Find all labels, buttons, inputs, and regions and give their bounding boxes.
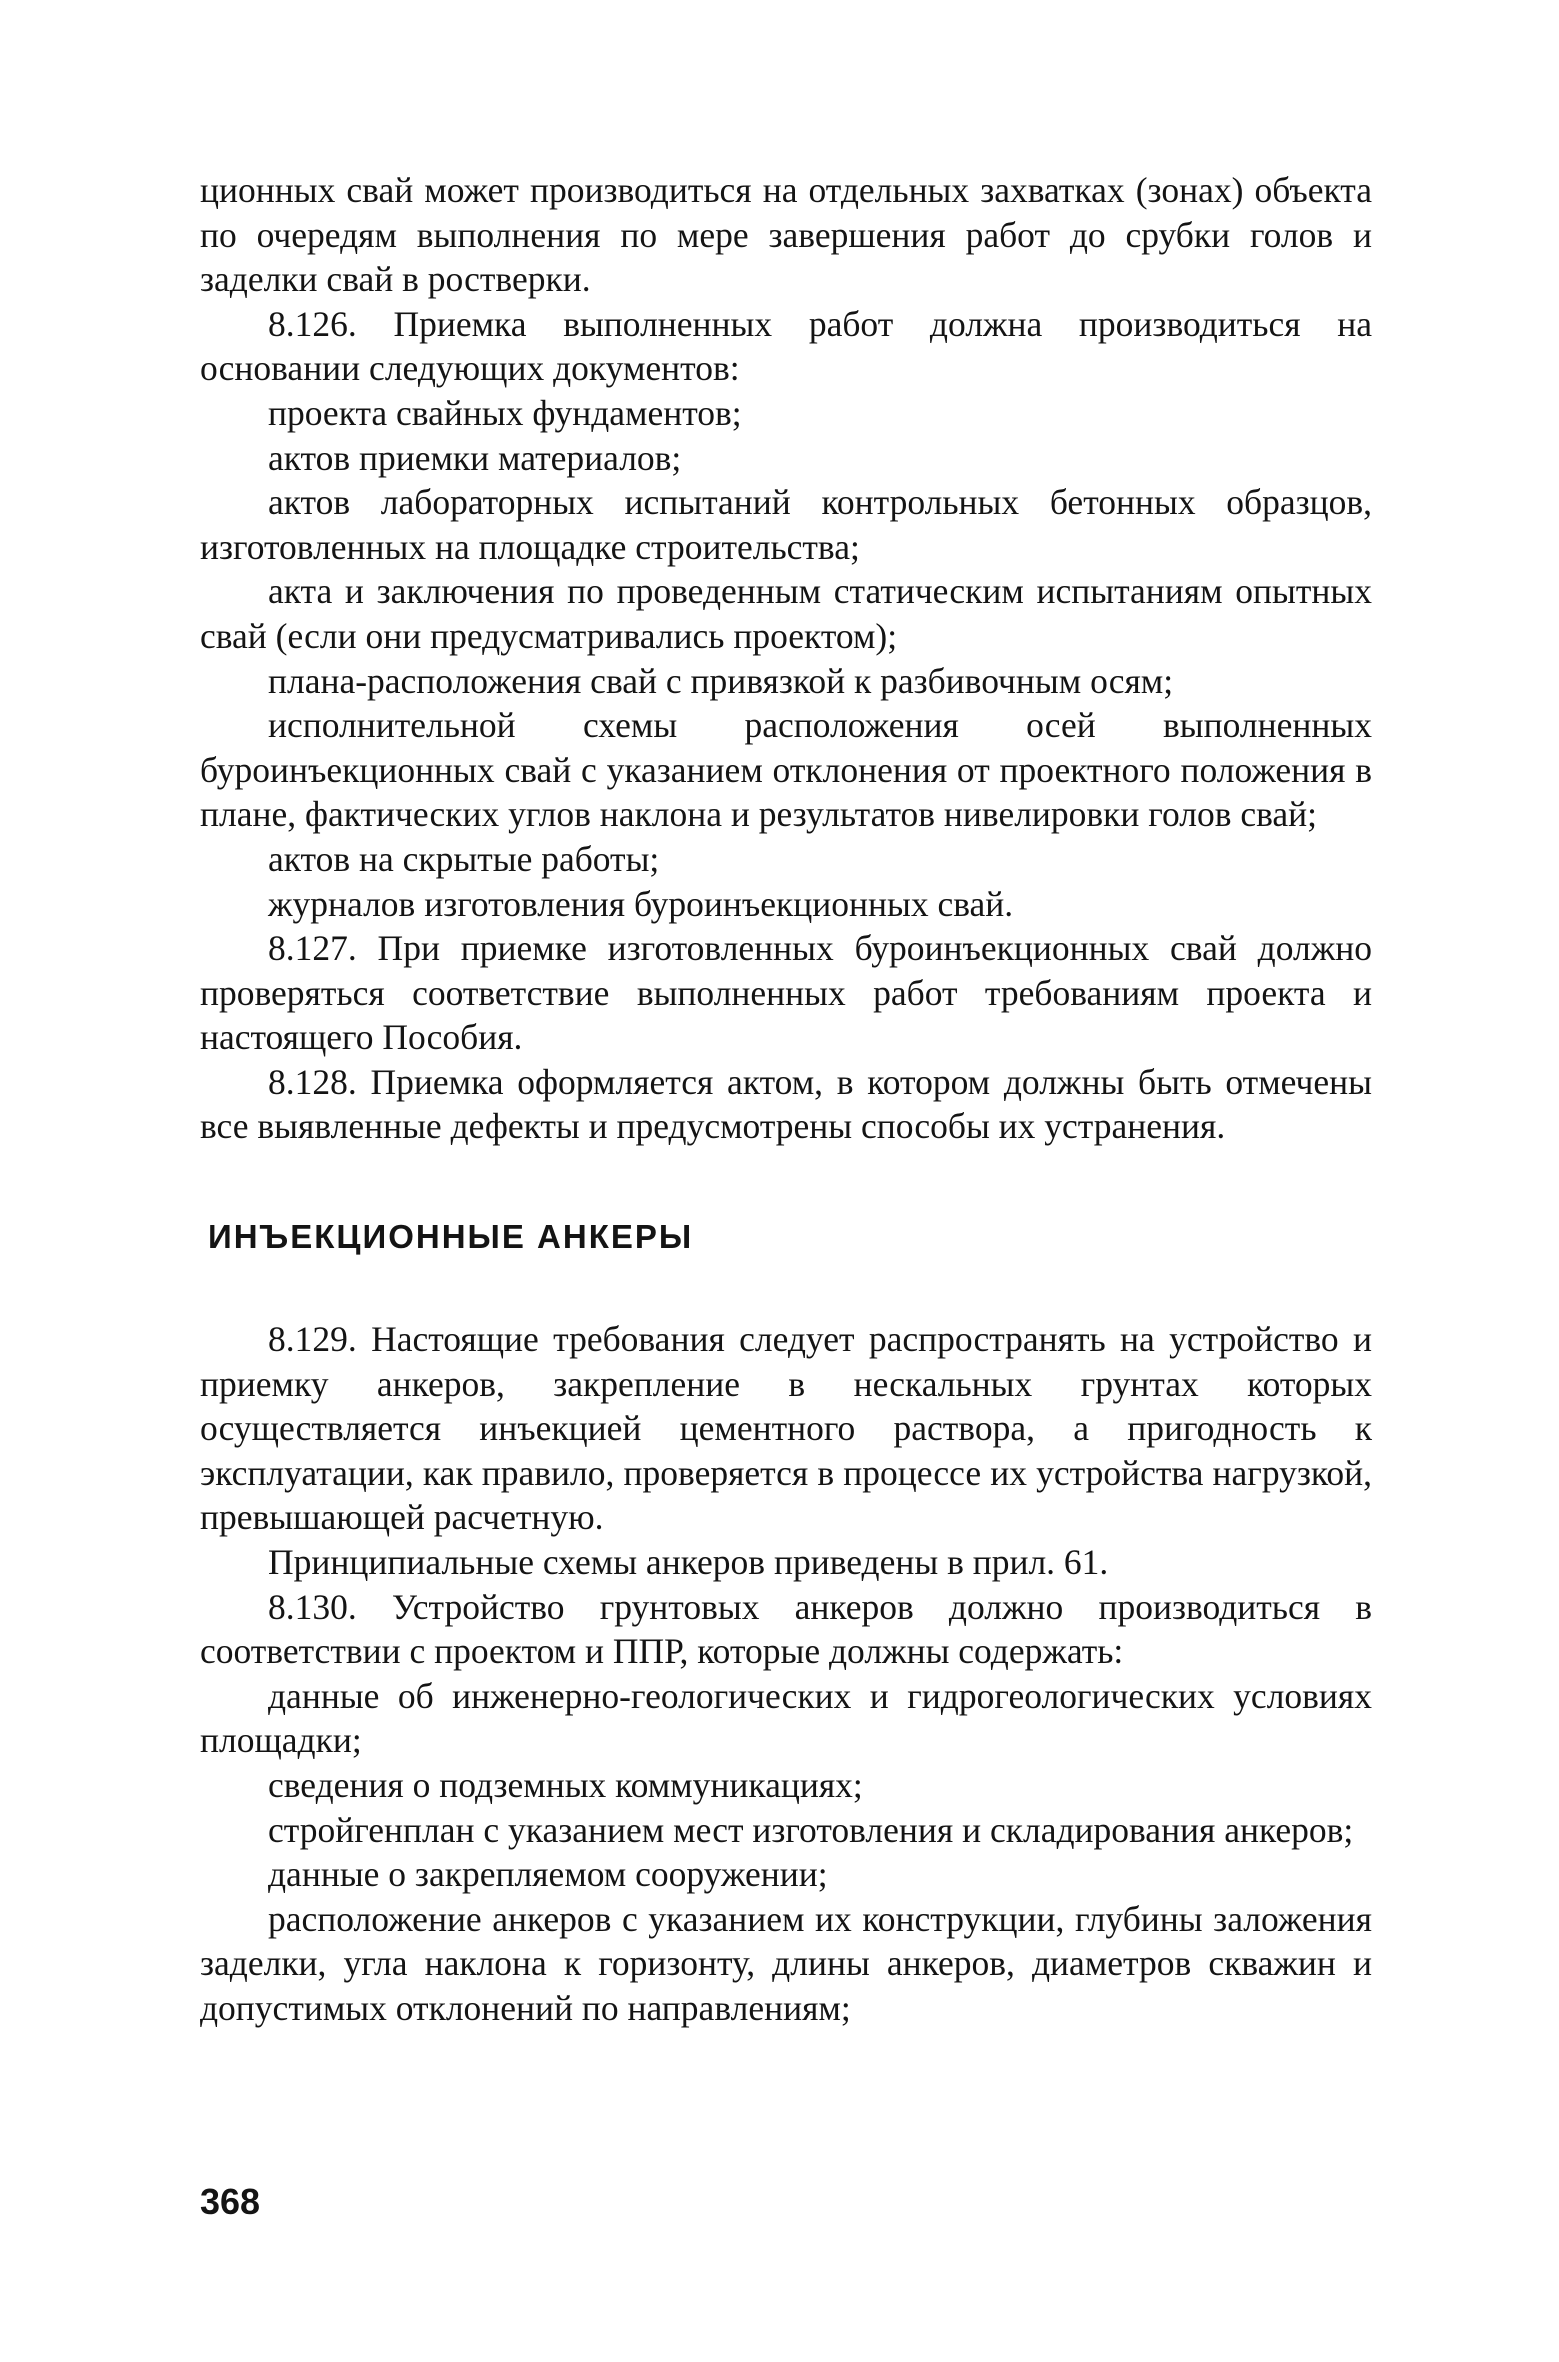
paragraph: 8.127. При приемке изготовленных буроинъекционных свай должно проверяться соответствие выполненных работ требованиям проекта и настоящего Пособия. — [200, 928, 1372, 1058]
paragraph: актов на скрытые работы; — [268, 838, 660, 879]
section-heading: ИНЪЕКЦИОННЫЕ АНКЕРЫ — [208, 1218, 694, 1256]
paragraph: данные о закрепляемом сооружении; — [268, 1854, 828, 1895]
paragraph: акта и заключения по проведенным статическим испытаниям опытных свай (если они предусматривались проектом); — [200, 571, 1372, 656]
paragraph: проекта свайных фундаментов; — [268, 392, 742, 433]
paragraph: плана-расположения свай с привязкой к разбивочным осям; — [268, 660, 1174, 701]
paragraph: расположение анкеров с указанием их конструкции, глубины заложения заделки, угла наклона к горизонту, длины анкеров, диаметров скважин и допустимых отклонений по направлениям; — [200, 1898, 1372, 2028]
page-text-body — [200, 168, 1372, 2031]
paragraph: актов лабораторных испытаний контрольных бетонных образцов, изготовленных на площадке строительства; — [200, 482, 1372, 567]
paragraph: исполнительной схемы расположения осей выполненных буроинъекционных свай с указанием отклонения от проектного положения в плане, фактических углов наклона и результатов нивелировки голов свай; — [200, 705, 1372, 835]
paragraph: сведения о подземных коммуникациях; — [268, 1765, 863, 1805]
paragraph: ционных свай может производиться на отдельных захватках (зонах) объекта по очередям выполнения по мере завершения работ до срубки голов и заделки свай в ростверки. — [200, 170, 1372, 300]
paragraph: стройгенплан с указанием мест изготовления и складирования анкеров; — [268, 1809, 1354, 1850]
paragraph: 8.128. Приемка оформляется актом, в котором должны быть отмечены все выявленные дефекты и предусмотрены способы их устранения. — [200, 1061, 1372, 1147]
paragraph: 8.130. Устройство грунтовых анкеров должно производиться в соответствии с проектом и ППР, которые должны содержать: — [200, 1586, 1372, 1672]
paragraph: 8.129. Настоящие требования следует распространять на устройство и приемку анкеров, закрепление в нескальных грунтах которых осуществляется инъекцией цементного раствора, а пригодность к эксплуатации, как правило, проверяется в процессе их устройства нагрузкой, превышающей расчетную. — [200, 1319, 1372, 1538]
paragraph: актов приемки материалов; — [268, 437, 682, 478]
paragraph: данные об инженерно-геологических и гидрогеологических условиях площадки; — [200, 1675, 1372, 1761]
paragraph: Принципиальные схемы анкеров приведены в прил. 61. — [268, 1542, 1109, 1583]
page-number: 368 — [200, 2181, 261, 2222]
paragraph: журналов изготовления буроинъекционных свай. — [268, 883, 1014, 924]
paragraph: 8.126. Приемка выполненных работ должна производиться на основании следующих документов: — [200, 303, 1372, 389]
